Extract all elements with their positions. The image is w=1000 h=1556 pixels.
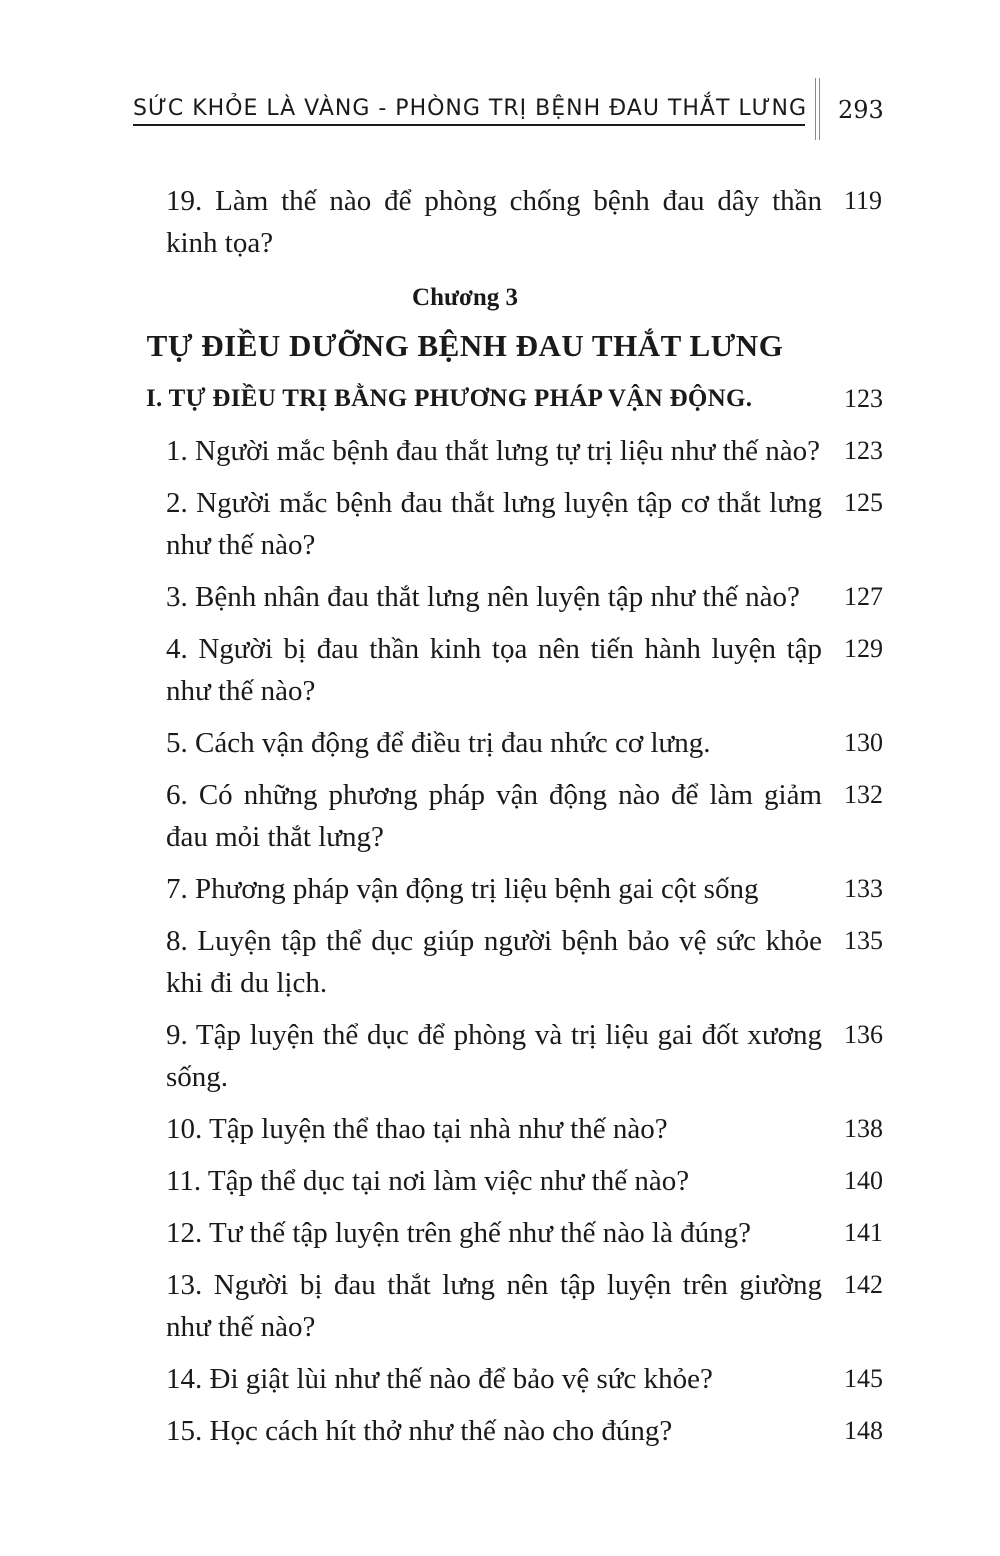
- toc-section-text: I. TỰ ĐIỀU TRỊ BẰNG PHƯƠNG PHÁP VẬN ĐỘNG.: [146, 385, 753, 412]
- toc-entry-text: 14. Đi giật lùi như thế nào để bảo vệ sức khỏe?: [166, 1363, 713, 1395]
- toc-entry: [0, 1410, 1000, 1452]
- toc-entry-page: 123: [844, 436, 883, 465]
- toc-entry-page: 142: [844, 1270, 883, 1299]
- chapter-label: Chương 3: [412, 284, 518, 311]
- toc-entry: [0, 180, 1000, 264]
- toc-entry-page: 136: [844, 1020, 883, 1049]
- toc-entry-page: 141: [844, 1218, 883, 1247]
- toc-entry: [0, 1160, 1000, 1202]
- toc-entry: [0, 576, 1000, 618]
- toc-entry-page: 133: [844, 874, 883, 903]
- toc-entry: [0, 774, 1000, 858]
- toc-entry-text: 9. Tập luyện thể dục để phòng và trị liệu gai đốt xương sống.: [166, 1019, 822, 1093]
- toc-entry: [0, 722, 1000, 764]
- toc-entry-page: 130: [844, 728, 883, 757]
- toc-entry-page: 138: [844, 1114, 883, 1143]
- toc-entry: [0, 482, 1000, 566]
- toc-entry-page: 125: [844, 488, 883, 517]
- toc-entry: [0, 1264, 1000, 1348]
- toc-entry-text: 15. Học cách hít thở như thế nào cho đúng?: [166, 1415, 673, 1447]
- chapter-title: TỰ ĐIỀU DƯỠNG BỆNH ĐAU THẮT LƯNG: [146, 328, 784, 363]
- toc-entry-text: 5. Cách vận động để điều trị đau nhức cơ lưng.: [166, 727, 711, 759]
- toc-entry: [0, 1014, 1000, 1098]
- header-divider: [815, 78, 820, 140]
- toc-section-page: 123: [844, 384, 883, 413]
- toc-entry-text: 6. Có những phương pháp vận động nào để làm giảm đau mỏi thắt lưng?: [166, 779, 822, 853]
- toc-entry-text: 7. Phương pháp vận động trị liệu bệnh gai cột sống: [166, 873, 759, 905]
- toc-entry-page: 129: [844, 634, 883, 663]
- running-header: [133, 84, 808, 126]
- running-title: SỨC KHỎE LÀ VÀNG - PHÒNG TRỊ BỆNH ĐAU THẮT LƯNG: [133, 96, 808, 121]
- toc-entry-page: 135: [844, 926, 883, 955]
- toc-entry: [0, 1212, 1000, 1254]
- toc-entry-text: 13. Người bị đau thắt lưng nên tập luyện trên giường như thế nào?: [166, 1269, 822, 1343]
- toc-entry: [0, 1108, 1000, 1150]
- toc-entry-page: 132: [844, 780, 883, 809]
- page-number: 293: [838, 96, 884, 124]
- toc-section: [0, 378, 1000, 420]
- toc-entry-text: 11. Tập thể dục tại nơi làm việc như thế nào?: [166, 1165, 690, 1197]
- toc-entry: [0, 430, 1000, 472]
- toc-entry-page: 140: [844, 1166, 883, 1195]
- toc-entry-text: 19. Làm thế nào để phòng chống bệnh đau dây thần kinh tọa?: [166, 185, 822, 259]
- toc-entry-text: 10. Tập luyện thể thao tại nhà như thế nào?: [166, 1113, 668, 1145]
- toc-entry-page: 119: [844, 186, 883, 215]
- toc-entry: [0, 920, 1000, 1004]
- toc-entry-page: 127: [844, 582, 883, 611]
- toc-entry: [0, 1358, 1000, 1400]
- toc-entry-text: 3. Bệnh nhân đau thắt lưng nên luyện tập như thế nào?: [166, 581, 800, 613]
- table-of-contents: [0, 180, 1000, 1462]
- toc-entry-text: 4. Người bị đau thần kinh tọa nên tiến hành luyện tập như thế nào?: [166, 633, 822, 707]
- toc-entry-text: 12. Tư thế tập luyện trên ghế như thế nào là đúng?: [166, 1217, 751, 1249]
- toc-entry-text: 8. Luyện tập thể dục giúp người bệnh bảo vệ sức khỏe khi đi du lịch.: [166, 925, 822, 999]
- toc-entry-page: 145: [844, 1364, 883, 1393]
- toc-entry-text: 2. Người mắc bệnh đau thắt lưng luyện tập cơ thắt lưng như thế nào?: [166, 487, 822, 561]
- toc-entry-list: [0, 430, 1000, 1452]
- toc-entry: [0, 868, 1000, 910]
- toc-entry-page: 148: [844, 1416, 883, 1445]
- toc-entry-text: 1. Người mắc bệnh đau thắt lưng tự trị liệu như thế nào?: [166, 435, 821, 467]
- toc-entry: [0, 628, 1000, 712]
